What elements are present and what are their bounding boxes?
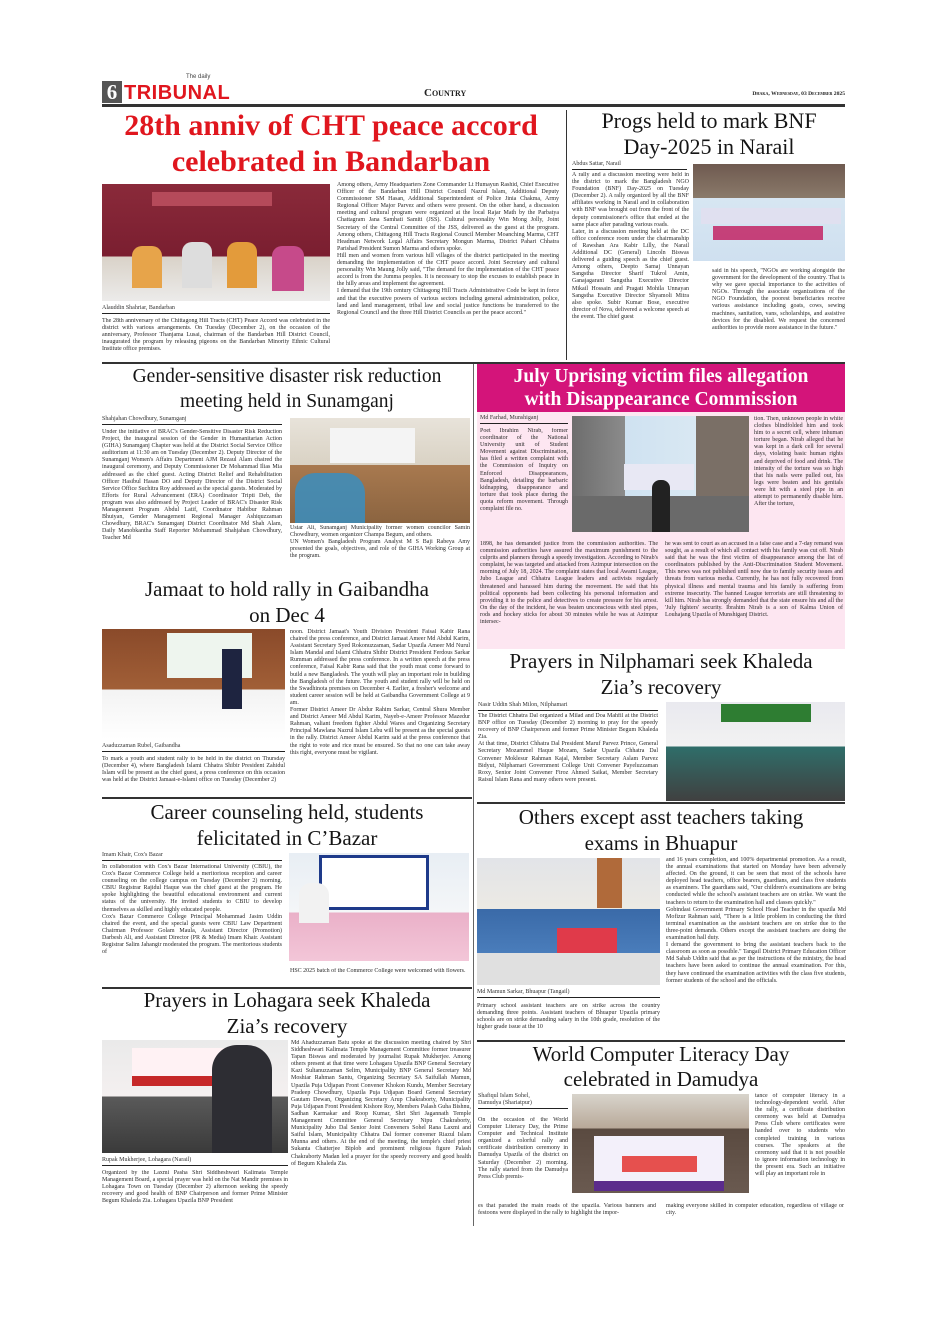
tribunal-logo: TRIBUNAL [124, 82, 231, 104]
paragraph: Primary school assistant teachers are on strike across the country demanding three points. Assistant teachers of Bhuapur Upazila primary schools are on strike demanding salary in the 10th grade, resolution of the higher grade issue at the 10 [477, 1003, 660, 1031]
paragraph: Under the initiative of BRAC's Gender-Sensitive Disaster Risk Reduction Project, the inaugural session of the Gender in Humanitarian Action (GIHA) Sunamganj Chapter was held at the District Social Service Office auditorium at 11:30 am on Tuesday (December 2). Deputy Director of the Sunamganj Women's Affairs Department AJM Rezaul Alam chaired the inaugural ceremony, and Deputy Commissioner Dr Mohammad Ilias Mia addressed as the chief guest. Acting District Relief and Rehabilitation Officer Hasibul Hasan DO and Deputy Director of the District Social Service Office Suchitra Roy addressed as the special guests. Moderated by Efforts for Rural Advancement (ERA) Coordinator Tripti Deb, the program was also addressed by Project Leader of BRAC's Disaster Risk Management Program Abdul Latif, Coordinator Habibur Rahman Bhuiyan, Gender Management Regional Manager Ashiquzzaman Chowdhury, BRAC's Sunamganj District Coordinator Md Shah Alam, Daily Manobkantha Staff Reporter Mohammad Shahjahan Chowdhury, Teacher Md [102, 429, 282, 542]
article-body [478, 1117, 568, 1201]
article-photo [289, 853, 469, 961]
headline-line: Progs held to mark BNF [601, 108, 817, 133]
dateline: Dhaka, Wednesday, 03 December 2025 [752, 91, 845, 97]
headline-line: celebrated in Damudya [563, 1067, 759, 1091]
tagline: The daily [186, 74, 211, 80]
masthead [102, 74, 845, 104]
paragraph: At that time, District Chhatra Dal President Maruf Parvez Prince, General Secretary Mozammel Haque Mozam, Sadar Upazila Chhatra Dal Convener Moklesur Rahman Kajal, Member Secretary Aslam Parvez Bidyut, Nilphamari Government College Unit Convener Payeluzzaman Roxy, Senior Joint Convener Firoz Ahmed Saikat, Member Secretary Raisul Islam Rana and many others were present. [478, 741, 658, 783]
byline-line: Damudya (Shariatpur) [478, 1100, 532, 1106]
article-body [480, 428, 568, 540]
article-body [337, 182, 559, 362]
paragraph: The 28th anniversary of the Chittagong Hill Tracts (CHT) Peace Accord was celebrated in the district with various arrangements. On Tuesday (December 2), on the occasion of the anniversary, Professor Thanjama Lusai, chairman of the Bandarban Hill District Council, inaugurated the program by releasing pigeons on the Bandarban Minority Ethnic Cultural Institute office premises. [102, 318, 330, 353]
page-number: 6 [102, 81, 122, 103]
article-photo [572, 416, 749, 532]
article-body [102, 864, 282, 986]
article-body [572, 172, 689, 362]
paragraph: making everyone skilled in computer education, regardless of village or city. [666, 1203, 844, 1217]
article-body [102, 756, 285, 796]
headline-line: meeting held in Sunamganj [180, 391, 394, 412]
paragraph: Md Ahaduzzaman Batu spoke at the discussion meeting chaired by Shri Siddheshwari Kalimata Temple Management Committee former treasurer Tapan Biswas and moderated by journalist Rupak Mukherjee. Among others present at that time were Lohagara Upazila BNP General Secretary Kazi Sultanuzzaman Selim, Municipality BNP General Secretary Md Moshiar Rahman Santu, Organizing Secretary SA Saifullah Mamun, Upazila Puja Udjapan Front Convener Khokon Kundu, Member Secretary Pradeep Chowdhury, Upazila Puja Udjapan Board General Secretary Gautam Dewan, Organizing Secretary Arup Chakraborty, Municipality Puja Udjapan Front President Kishore Roy, Members Palash Guha Bishnu, Sadhan Karmakar and Roop Kumar, Shri Shri Jagannath Temple Management Committee General Secretary Nipu Chakraborty, Municipality Jubo Dal Senior Joint Conveners Sohel Rana Laxmi and Saiful Islam, Municipality Chhatra Dal former convener Riazul Islam Munna and others. At the end of the meeting, the temple's chief priest Sukanta Chatterjee Biplob and prominent religious figure Palash Chakraborty Madan led a prayer for the speedy recovery and good health of Begum Khaleda Zia. [291, 1040, 471, 1167]
paragraph: I demand that the 19th century Chittagong Hill Tracts Administrative Code be kept in force and that the executive powers of various sectors including general administration, police, land and land management, tribal law and social justice functions be transferred to the Regional Council and the three Hill District Councils as per the peace accord." [337, 288, 559, 316]
article-body [290, 629, 470, 797]
paragraph: 1898, he has demanded justice from the commission authorities. The commission authorities have assured the maximum punishment to the culprits and planners through a speedy investigation. According to Nirab's complaint, he was targeted and attacked from Azimpur intersection on the morning of July 18, 2024. The complaint states that local Awami League, Jubo League and Chhatra League leaders and activists regularly threatened and harassed him during the movement. He said that his political opponents had been collecting his personal information and providing it to the police and detectives to create pressure for his arrest. On the day of the incident, he was beaten unconscious with steel pipes, rods and hockey sticks for about 30 minutes while he was at Azimpur intersec- [480, 541, 658, 626]
article-body [478, 1203, 656, 1219]
paragraph: Cox's Bazar Commerce College Principal Mohammad Jasim Uddin chaired the event, and the special guests were CBIU Law Department Chairman Professor Golam Maula, Assistant Director (Promotion) Darbesh Ali, and Assistant Director (PR & Media) Imam Khair. Assistant Registrar Salim Jahangir moderated the program. The meritorious students of [102, 913, 282, 956]
headline-line: Zia’s recovery [226, 1013, 348, 1038]
headline-line: Jamaat to hold rally in Gaibandha [144, 577, 429, 601]
byline-line: Shafiqul Islam Sohel, [478, 1093, 530, 1099]
paragraph: tance of computer literacy in a technology-dependent world. After the rally, a certificate distribution ceremony was held at Damudya Press Club where certificates were handed over to students who completed training in various courses. The speakers at the ceremony said that it is not possible to ignore information technology in the present era. Such an initiative will play an important role in [755, 1093, 845, 1178]
column-divider [566, 110, 567, 360]
headline-line: Zia’s recovery [600, 674, 722, 699]
article-photo [666, 702, 845, 801]
byline: Rupak Mukherjee, Lohagara (Narail) [102, 1156, 288, 1166]
byline: Abdus Sattar, Narail [572, 160, 687, 170]
headline [102, 364, 472, 414]
paragraph: Organized by the Laxmi Pasha Shri Siddheshwari Kalimata Temple Management Board, a special prayer was held on the Nat Mandir premises in Lohagara Town on Tuesday (December 2) afternoon seeking the speedy recovery and good health of BNP Chairperson and former Prime Minister Begum Khaleda Zia. Lohagara Upazila BNP President [102, 1170, 288, 1205]
headline-line: celebrated in Bandarban [171, 145, 491, 178]
article-photo [572, 1094, 749, 1193]
headline-line: Gender-sensitive disaster risk reduction [132, 366, 442, 387]
headline-line: Prayers in Nilphamari seek Khaleda [509, 649, 813, 673]
byline: Shahjahan Chowdhury, Sunamganj [102, 415, 282, 425]
headline [102, 988, 472, 1039]
paragraph: said in his speech, "NGOs are working alongside the government for the development of the country. That is why we gave special importance to the activities of NGOs. Through the associate organizations of the NGO Foundation, the poorest beneficiaries receive various assistance including goats, cows, sewing machines, sanitation, vans, scholarships, and assistive devices for the disabled. We request the concerned authorities to provide more assistance in the future." [712, 268, 845, 331]
article-body [666, 857, 846, 1039]
article-photo [290, 418, 470, 523]
headline-line: felicitated in C’Bazar [196, 826, 378, 850]
article-body [755, 1093, 845, 1201]
paragraph: In collaboration with Cox's Bazar International University (CBIU), the Cox's Bazar Commerce College held a meritorious reception and career counseling on the college campus on Tuesday (December 2) morning. CBIU Registrar Rajidul Haque was the chief guest at the program. He spoke highlighting the beautiful educational environment and current status of the university. He invited students to CBIU to develop themselves as skilled and highly educated people. [102, 864, 282, 913]
paragraph: he was sent to court as an accused in a false case and a 7-day remand was sought, as a result of which all contact with his family was cut off. Nirab said that he was the first victim of disappearance among the list of coordinators published by the Anti-Discrimination Student Movement. This news was not published until now due to family security issues and threats from various media. Currently, he has not fully recovered from physical illness and mental trauma and his family is suffering from extreme insecurity. The banned League terrorists are still threatening to kill him. Nirab has strongly demanded that the state ensure his and all the 'July fighters' security. Ibrahim Nirab is a son of Kalma Union of Louhajang Upazila of Munshiganj District. [665, 541, 843, 618]
article-body [291, 1040, 471, 1224]
article-body [712, 268, 845, 362]
byline: Imam Khair, Cox's Bazar [102, 851, 282, 861]
headline-box [477, 364, 845, 412]
byline: Asaduzzaman Rubel, Gaibandha [102, 742, 285, 752]
article-photo [102, 629, 285, 739]
column-divider [473, 364, 474, 1226]
paragraph: Hill men and women from various hill villages of the district participated in the meeting demanding the implementation of the CHT peace accord. Joint Secretary and cultural personality Win Maung Jolly said, "The demand for the implementation of the CHT peace accord is from the Jumma peoples. It is necessary to stop the excuses to establish peace in the hilly areas and implement the agreement. [337, 252, 559, 288]
article-photo [102, 1040, 288, 1153]
headline-line: 28th anniv of CHT peace accord [124, 109, 538, 142]
article-body [102, 1170, 288, 1222]
article-body [480, 541, 658, 646]
paragraph: Former District Ameer Dr Abdur Rahim Sarkar, Central Shura Member and District Ameer Md Abdul Karim, Nayeb-e-Ameer Professor Mazedur Rahman, valiant freedom fighter Abdul Wares and Organizing Secretary Principal Mawlana Nazrul Islam Lebu will be present as the special guests in the rally. District Ameer Abdul Karim said at the press conference that the right to vote and rice must be ensured. So that no one can take away this right, everyone must be vigilant. [290, 707, 470, 756]
paragraph: To mark a youth and student rally to be held in the district on Thursday (December 4), where Bangladesh Islami Chhatra Shibir President Zahidul Islam will be present as the chief guest, a press conference on this occasion was held at the District Jamaat-e-Islami office on Tuesday (December 2) [102, 756, 285, 784]
byline: Md Farhad, Munshiganj [480, 414, 568, 424]
byline: Alauddin Shahriar, Bandarban [102, 304, 330, 314]
article-photo [693, 164, 845, 261]
headline [477, 1042, 845, 1092]
masthead-rule [102, 104, 845, 107]
headline [477, 804, 845, 856]
headline-line: on Dec 4 [249, 603, 325, 627]
paragraph: UN Women's Bangladesh Program Analyst M S Baji Rabeya Amy presented the goals, objectives, and role of the GIHA Working Group at the program. [290, 539, 470, 560]
headline-line: Career counseling held, students [150, 800, 424, 824]
headline-line: Prayers in Lohagara seek Khaleda [143, 988, 431, 1012]
byline: Nasir Uddin Shah Milon, Nilphamari [478, 701, 658, 711]
paragraph: Among others, Army Headquarters Zone Commander Lt Humayun Rashid, Chief Executive Officer of the Bandarban Hill District Council Nazrul Islam, Additional Deputy Commissioner SM Hasan, Additional Superintendent of Police Jinia Chakma, Army Regional Officer Major Parvez and others were present. On the other hand, a discussion meeting and cultural program were organized at the local Rajar Math by the Parbatya Chattagram Jana Samhati Samiti (JSS). Cultural personality Win Mong Jolly, Joint Secretary of the Central Committee of the JSS, delivered as the guest at the program. Among others, Chittagong Hill Tracts Regional Council Member Moanching Marma, CHT Headman Network Legal Affairs Secretary Mongun Marma, District Pahari Chhatra Parishad President Sumon Marma and others spoke. [337, 182, 559, 252]
headline [477, 649, 845, 700]
photo-caption-text [290, 525, 470, 575]
paragraph: Later, in a discussion meeting held at the DC office conference room under the chairmanship of Rawshan Ara Kabir Lilly, the Narail Additional DC (General) Lincoln Biswas delivered a guiding speech as the chief guest. Among others, Deepto Samaj Unnayan Sangstha Director Sharif Tukrol Amin, Ganajagarani Sangstha Executive Director Mikail Hossain and Pragati Mohila Unnayan Sangstha Executive Director Shyamoli Mitra also spoke. Subir Kumar Bose, executive director of Nova, delivered a welcome speech at the event. The chief guest [572, 228, 689, 320]
headline-line: with Disappearance Commission [524, 389, 798, 410]
paragraph: Ustar Ali, Sunamganj Municipality former women councilor Samin Chowdhury, women organizer Champa Begum, and others. [290, 525, 470, 539]
paragraph: On the occasion of the World Computer Literacy Day, the Prime Computer and Technical Institute organized a colorful rally and certificate distribution ceremony in Damudya Upazila of the district on Saturday (December 2) morning. The rally started from the Damudya Press Club premis- [478, 1117, 568, 1180]
article-body [666, 1203, 844, 1219]
headline [102, 799, 472, 851]
article-body [102, 318, 330, 362]
article-body [102, 429, 282, 574]
byline [478, 1093, 568, 1109]
paragraph: es that paraded the main roads of the upazila. Various banners and festoons were displayed in the rally to highlight the impor- [478, 1203, 656, 1217]
headline [570, 108, 848, 160]
byline: Md Mamun Sarkar, Bhuapur (Tangail) [477, 988, 660, 998]
section-name: Country [424, 87, 467, 99]
headline-line: Day-2025 in Narail [623, 134, 795, 159]
paragraph: Poet Ibrahim Nirab, former coordinator of the National University unit of Student Movement against Discrimination, has filed a written complaint with the Commission of Inquiry on Enforced Disappearances, Bangladesh, detailing the barbaric kidnapping, disappearance and torture that took place during the quota reform movement. Through complaint file no. [480, 428, 568, 513]
article-body [478, 713, 658, 801]
article-photo [477, 858, 660, 985]
headline-line: exams in Bhuapur [584, 831, 738, 855]
paragraph: tion. Then, unknown people in white clothes blindfolded him and took him to a secret cell, where inhuman torture began. Nirab alleged that he was kept in a dark cell for several days, violating basic human rights and deprived of food and drink. The intensity of the torture was so high that his nails were pulled out, his legs were beaten and his genitals were hit with a steel pipe in an attempt to permanently disable him. After the torture, [754, 416, 843, 508]
paragraph: Gobindasi Government Primary School Head Teacher in the upazila Md Mofizur Rahman said, "There is a little problem in conducting the third terminal examination as the assistant teachers are on strike due to the three-point demands. Others except the assistant teachers are doing the examination hall duty. [666, 906, 846, 942]
article-body [665, 541, 843, 646]
article-photo [102, 184, 330, 301]
headline-line: Others except asst teachers taking [518, 805, 804, 829]
headline-line: July Uprising victim files allegation [513, 366, 809, 387]
headline [102, 576, 472, 628]
photo-caption-text [290, 968, 470, 985]
paragraph: A rally and a discussion meeting were held in the district to mark the Bangladesh NGO Foundation (BNF) Day-2025 on Tuesday (December 2). A rally organized by all the BNF affiliates working in Narail and in collaboration with BNF was brought out from the front of the deputy commissioner's office that ended at the same place after parading various roads. [572, 172, 689, 228]
paragraph: HSC 2025 batch of the Commerce College were welcomed with flowers. [290, 968, 466, 974]
headline-line: World Computer Literacy Day [532, 1042, 790, 1066]
headline [102, 108, 560, 180]
article-body [754, 416, 843, 540]
paragraph: and 16 years completion, and 100% departmental promotion. As a result, the annual examinations that started on Monday have been adversely affected. On the ground, it can be seen that most of the schools have deployed head teachers, office bearers, guardians, and class five students as examiners. The guardians said, "Our children's examinations are being conducted while the school's assistant teachers are on strike. We want the teachers to return to the examination hall and classes quickly." [666, 857, 846, 906]
article-body [477, 1003, 660, 1039]
paragraph: I demand the government to bring the assistant teachers back to the classroom as soon as possible." Tangail District Primary Education Officer Md Sahab Uddin said that as per the instructions of the ministry, the head teachers have been asked to continue the annual examination. For this, they have continued the examination activities with the class five students, former students of the school and the officials. [666, 942, 846, 984]
paragraph: noon. District Jamaat's Youth Division President Faisal Kabir Rana chaired the press conference, and District Jamaat Ameer Md Abdul Karim, Assistant Secretary Syed Rokonuzzaman, Sadar Upazila Ameer Md Nurul Islam Mandal and Islami Chhatra Shibir District President Ferdous Sarkar Rumman addressed the press conference. In a written speech at the press conference, Faisal Kabir Rana said that the youth must come forward to build a new Bangladesh. The youth will play an important role in building the Bangladesh of the future. The youth and student rally will be held on the Swadhinota premises on December 4. Earlier, a fresher's welcome and student career session will be held at Gaibandha Government College at 9 am. [290, 629, 470, 706]
paragraph: The District Chhatra Dal organized a Milad and Doa Mahfil at the District BNP office on Tuesday (December 2) morning to pray for the speedy recovery of BNP Chairperson and former Prime Minister Begum Khaleda Zia. [478, 713, 658, 741]
